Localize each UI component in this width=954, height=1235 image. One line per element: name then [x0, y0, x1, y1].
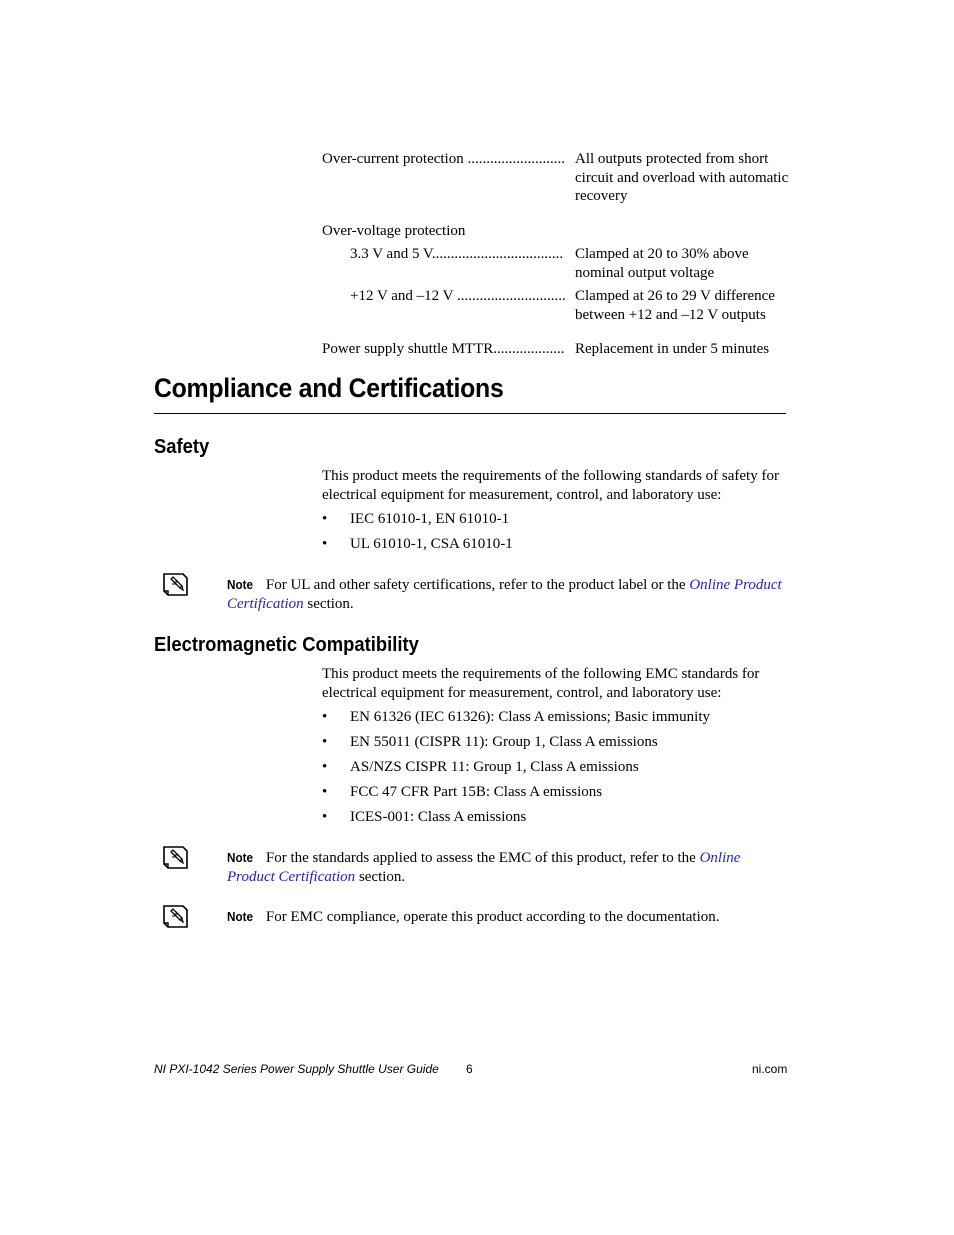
- emc-note-standards: Note For the standards applied to assess the EMC of this product, refer to the Online Product Certification section.: [227, 850, 741, 885]
- emc-list-item: • FCC 47 CFR Part 15B: Class A emissions: [322, 784, 603, 800]
- spec-heading-over-voltage: Over-voltage protection: [322, 223, 466, 239]
- spec-value-3v3-5v: Clamped at 20 to 30% above nominal output voltage: [575, 246, 749, 281]
- note-label: Note: [227, 850, 254, 865]
- bullet-icon: •: [322, 734, 328, 750]
- bullet-icon: •: [322, 709, 328, 725]
- emc-note-compliance: Note For EMC compliance, operate this product according to the documentation.: [227, 909, 720, 925]
- emc-intro: This product meets the requirements of the following EMC standards for electrical equipment for measurement, control, and laboratory use:: [322, 666, 760, 701]
- spec-label-3v3-5v: 3.3 V and 5 V...................................: [350, 246, 564, 262]
- note-label: Note: [227, 577, 254, 592]
- bullet-icon: •: [322, 511, 328, 527]
- safety-note: Note For UL and other safety certifications, refer to the product label or the Online Product Certification section.: [227, 577, 782, 612]
- online-product-certification-link[interactable]: Online Product Certification: [227, 850, 741, 885]
- footer-page-number: 6: [466, 1062, 473, 1076]
- bullet-icon: •: [322, 536, 328, 552]
- spec-value-over-current: All outputs protected from short circuit and overload with automatic recovery: [575, 151, 789, 204]
- bullet-icon: •: [322, 809, 328, 825]
- emc-list-item: • AS/NZS CISPR 11: Group 1, Class A emissions: [322, 759, 639, 775]
- note-pencil-icon: [161, 844, 191, 872]
- spec-label-over-current: Over-current protection ..........................: [322, 151, 565, 167]
- safety-heading: Safety: [154, 436, 210, 458]
- safety-list-item: • UL 61010-1, CSA 61010-1: [322, 536, 513, 552]
- note-pencil-icon: [161, 571, 191, 599]
- note-label: Note: [227, 909, 254, 924]
- online-product-certification-link[interactable]: Online Product Certification: [227, 577, 782, 612]
- section-rule: [154, 413, 786, 414]
- emc-list-item: • EN 61326 (IEC 61326): Class A emissions; Basic immunity: [322, 709, 710, 725]
- bullet-icon: •: [322, 759, 328, 775]
- bullet-icon: •: [322, 784, 328, 800]
- emc-heading: Electromagnetic Compatibility: [154, 634, 419, 656]
- footer-doc-title: NI PXI-1042 Series Power Supply Shuttle User Guide: [154, 1062, 439, 1076]
- footer-site: ni.com: [752, 1062, 788, 1076]
- section-title: Compliance and Certifications: [154, 373, 504, 403]
- emc-list-item: • EN 55011 (CISPR 11): Group 1, Class A emissions: [322, 734, 658, 750]
- note-pencil-icon: [161, 903, 191, 931]
- emc-list-item: • ICES-001: Class A emissions: [322, 809, 527, 825]
- safety-intro: This product meets the requirements of the following standards of safety for electrical equipment for measurement, control, and laboratory use:: [322, 468, 779, 503]
- spec-value-mttr: Replacement in under 5 minutes: [575, 341, 770, 357]
- spec-label-mttr: Power supply shuttle MTTR...................: [322, 341, 565, 357]
- spec-value-12v: Clamped at 26 to 29 V difference between +12 and –12 V outputs: [575, 288, 775, 323]
- safety-list-item: • IEC 61010-1, EN 61010-1: [322, 511, 510, 527]
- spec-label-12v: +12 V and –12 V .............................: [350, 288, 566, 304]
